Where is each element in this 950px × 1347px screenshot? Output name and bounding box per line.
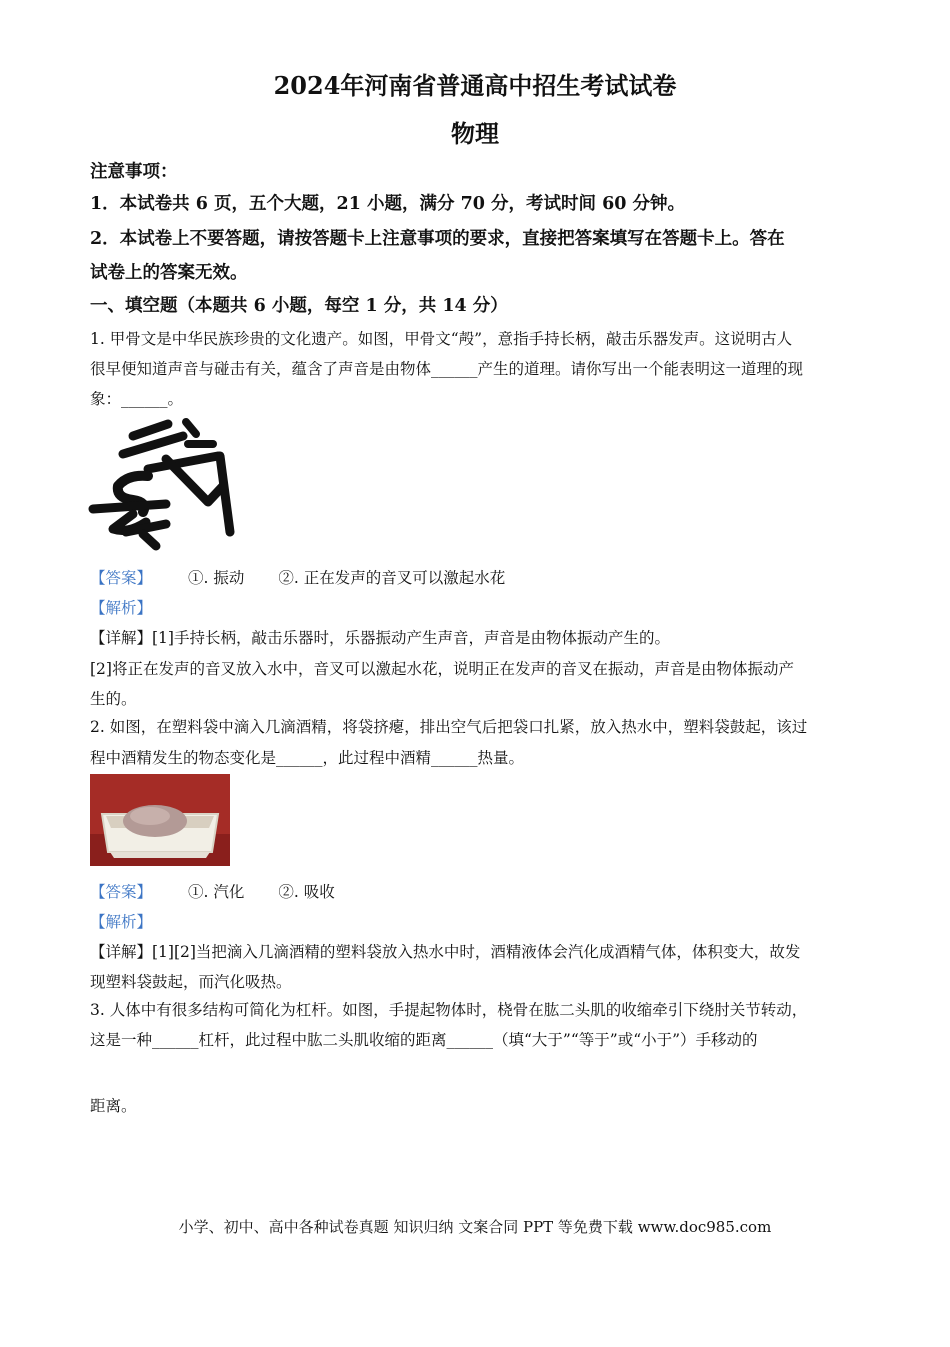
q2-detail-line-1: 【详解】[1][2]当把滴入几滴酒精的塑料袋放入热水中时，酒精液体会汽化成酒精气体，体积变大，故发 [90,943,801,961]
subject-title: 物理 [451,119,499,148]
q1-answer-label: 【答案】 [90,569,153,587]
q2-line-2: 程中酒精发生的物态变化是______，此过程中酒精______热量。 [90,749,525,767]
q2-answer-row [90,880,865,902]
q1-line-2: 很早便知道声音与碰击有关，蕴含了声音是由物体______产生的道理。请你写出一个能表明这一道理的现 [90,360,804,378]
notice-item-2-line-2: 试卷上的答案无效。 [90,263,248,283]
notice-item-2-line-1: 2．本试卷上不要答题，请按答题卡上注意事项的要求，直接把答案填写在答题卡上。答在 [90,229,785,249]
q3-line-1: 3. 人体中有很多结构可简化为杠杆。如图，手提起物体时，桡骨在肱二头肌的收缩牵引下绕肘关节转动， [90,1001,808,1019]
q3-line-2: 这是一种______杠杆，此过程中肱二头肌收缩的距离______（填“大于”“等于”或“小于”）手移动的 [90,1031,758,1049]
q1-answer-row [90,566,865,588]
q2-answer-2: ②. 吸收 [278,883,335,901]
q1-detail-1: 【详解】[1]手持长柄，敲击乐器时，乐器振动产生声音，声音是由物体振动产生的。 [90,629,670,647]
q1-answer-1: ①. 振动 [188,569,245,587]
q1-answer-2: ②. 正在发声的音叉可以激起水花 [278,569,506,587]
q3-line-3: 距离。 [90,1097,137,1115]
q1-detail-2-line-1: [2]将正在发声的音叉放入水中，音叉可以激起水花，说明正在发声的音叉在振动，声音是由物体振动产 [90,660,794,678]
q2-line-1: 2. 如图，在塑料袋中滴入几滴酒精，将袋挤瘪，排出空气后把袋口扎紧，放入热水中，塑料袋鼓起，该过 [90,718,808,736]
q2-analysis-label: 【解析】 [90,913,153,931]
section-1-heading: 一、填空题（本题共 6 小题，每空 1 分，共 14 分） [90,296,508,316]
q2-detail-line-2: 现塑料袋鼓起，而汽化吸热。 [90,973,292,991]
plastic-bag-in-hot-water-photo [90,774,230,866]
q1-detail-2-line-2: 生的。 [90,690,137,708]
q1-line-1: 1. 甲骨文是中华民族珍贵的文化遗产。如图，甲骨文“殸”，意指手持长柄，敲击乐器发声。这说明古人 [90,330,793,348]
page-footer: 小学、初中、高中各种试卷真题 知识归纳 文案合同 PPT 等免费下载 www.doc985.com [178,1218,772,1236]
oracle-bone-character-image [88,414,238,554]
notice-item-1: 1．本试卷共 6 页，五个大题，21 小题，满分 70 分，考试时间 60 分钟。 [90,194,686,214]
exam-title: 2024年河南省普通高中招生考试试卷 [273,71,677,100]
q2-answer-1: ①. 汽化 [188,883,245,901]
q1-line-3: 象：______。 [90,390,184,408]
q2-answer-label: 【答案】 [90,883,153,901]
notice-heading: 注意事项： [90,162,178,182]
q1-analysis-label: 【解析】 [90,599,153,617]
